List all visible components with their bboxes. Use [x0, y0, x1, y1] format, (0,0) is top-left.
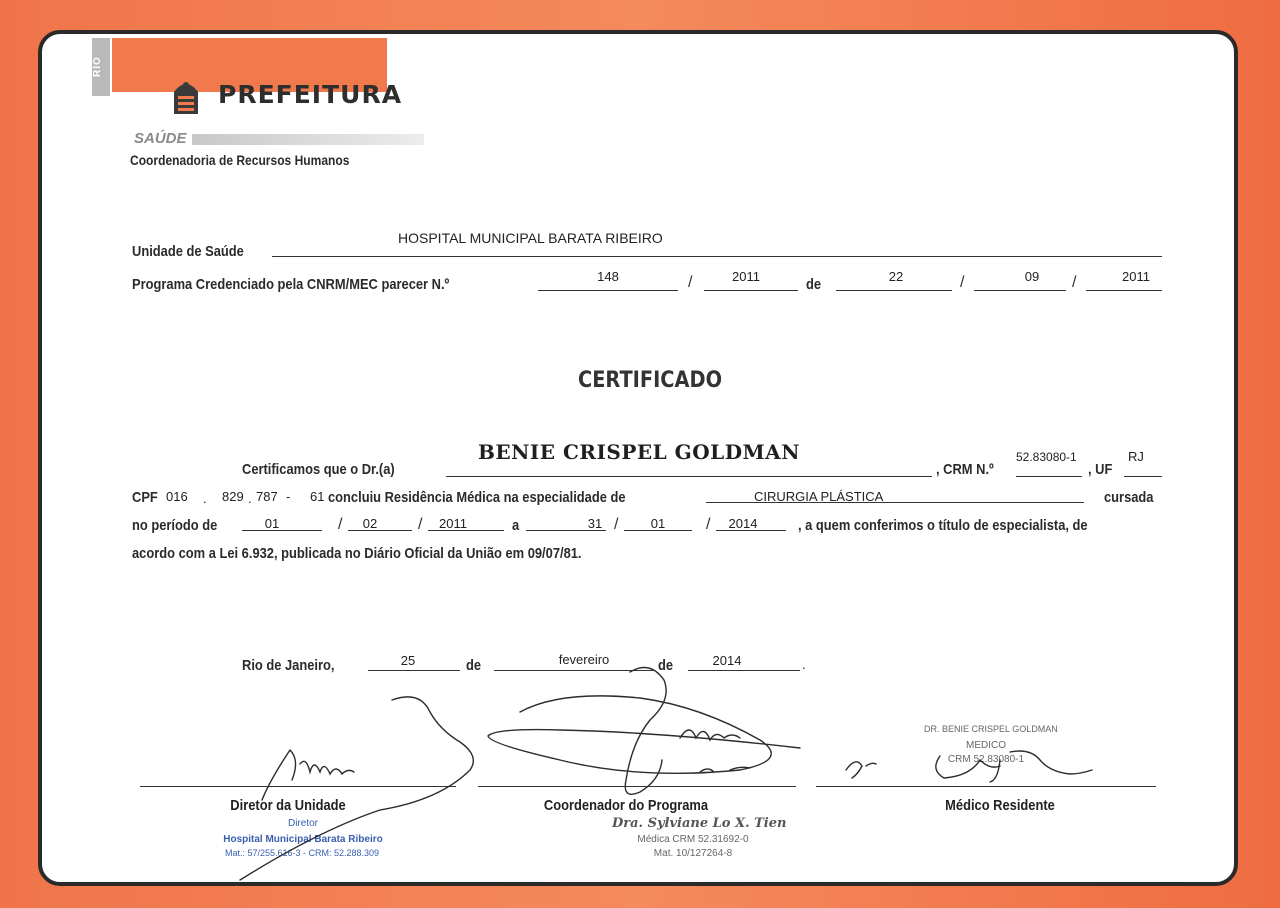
cpf-dot: .	[203, 491, 207, 506]
coordinator-stamp-line1: Médica CRM 52.31692-0	[637, 834, 749, 845]
coordinator-caption: Coordenador do Programa	[543, 797, 709, 814]
resident-stamp-line1: MEDICO	[966, 740, 1006, 751]
slash: /	[614, 516, 619, 533]
program-de: de	[806, 276, 822, 293]
program-label: Programa Credenciado pela CNRM/MEC parecer N.º	[132, 276, 450, 293]
concluiu-text: concluiu Residência Médica na especialidade de	[328, 489, 626, 506]
cpf-dash: -	[286, 489, 291, 504]
resident-stamp-line2: CRM 52.83080-1	[947, 754, 1025, 765]
program-date-year: 2011	[1122, 269, 1150, 284]
crm-value: 52.83080-1	[1016, 450, 1077, 464]
specialty-value: CIRURGIA PLÁSTICA	[754, 489, 884, 504]
cert-intro: Certificamos que o Dr.(a)	[242, 461, 395, 478]
date-de-2: de	[658, 657, 674, 674]
program-day: 22	[888, 269, 904, 284]
law-text: acordo com a Lei 6.932, publicada no Diário Oficial da União em 09/07/81.	[132, 545, 582, 562]
date-de-1: de	[466, 657, 482, 674]
slash: /	[338, 516, 343, 533]
unit-label: Unidade de Saúde	[132, 243, 244, 260]
crm-label: , CRM N.º	[936, 461, 994, 478]
city-label: Rio de Janeiro,	[242, 657, 335, 674]
certificate-title: CERTIFICADO	[578, 368, 723, 393]
logo-title: PREFEITURA	[218, 80, 403, 109]
uf-label: , UF	[1088, 461, 1113, 478]
cursada-text: cursada	[1104, 489, 1154, 506]
a-label: a	[512, 517, 520, 534]
director-stamp-line3: Mat.: 57/255.616-3 - CRM: 52.288.309	[224, 848, 380, 858]
cpf-dot: .	[248, 491, 252, 506]
date-day: 25	[400, 653, 416, 668]
coordinator-stamp-line2: Mat. 10/127264-8	[653, 848, 733, 859]
date-period: .	[802, 657, 806, 672]
director-stamp-line1: Diretor	[287, 818, 318, 829]
date-year: 2014	[712, 653, 742, 668]
slash: /	[960, 274, 965, 291]
periodo-label: no período de	[132, 517, 218, 534]
start-day: 01	[264, 516, 280, 531]
unit-value: HOSPITAL MUNICIPAL BARATA RIBEIRO	[398, 230, 663, 246]
start-year: 2011	[439, 516, 467, 531]
uf-value: RJ	[1128, 449, 1144, 464]
logo-subtitle: SAÚDE	[134, 130, 187, 147]
director-caption: Diretor da Unidade	[230, 797, 346, 814]
slash: /	[688, 274, 693, 291]
cpf-part-2: 829	[222, 489, 244, 504]
end-month: 01	[650, 516, 666, 531]
cpf-part-4: 61	[310, 489, 325, 504]
program-year: 2011	[732, 269, 760, 284]
end-year: 2014	[728, 516, 758, 531]
start-month: 02	[362, 516, 378, 531]
resident-stamp-name: DR. BENIE CRISPEL GOLDMAN	[924, 724, 1058, 734]
rio-logo-mark: RIO	[92, 38, 110, 96]
program-number: 148	[597, 269, 619, 284]
tail-text: , a quem conferimos o título de especialista, de	[798, 517, 1088, 534]
end-day: 31	[587, 516, 603, 531]
cpf-label: CPF	[132, 489, 158, 506]
resident-caption: Médico Residente	[945, 797, 1055, 814]
coordinator-stamp-name: Dra. Sylviane Lo X. Tien	[612, 816, 787, 831]
date-month: fevereiro	[558, 652, 610, 667]
program-month: 09	[1024, 269, 1040, 284]
director-stamp-line2: Hospital Municipal Barata Ribeiro	[223, 834, 383, 845]
department-name: Coordenadoria de Recursos Humanos	[130, 152, 350, 168]
slash: /	[1072, 274, 1077, 291]
resident-name: BENIE CRISPEL GOLDMAN	[478, 440, 800, 464]
slash: /	[418, 516, 423, 533]
slash: /	[706, 516, 711, 533]
cpf-part-1: 016	[166, 489, 188, 504]
cpf-part-3: 787	[256, 489, 278, 504]
